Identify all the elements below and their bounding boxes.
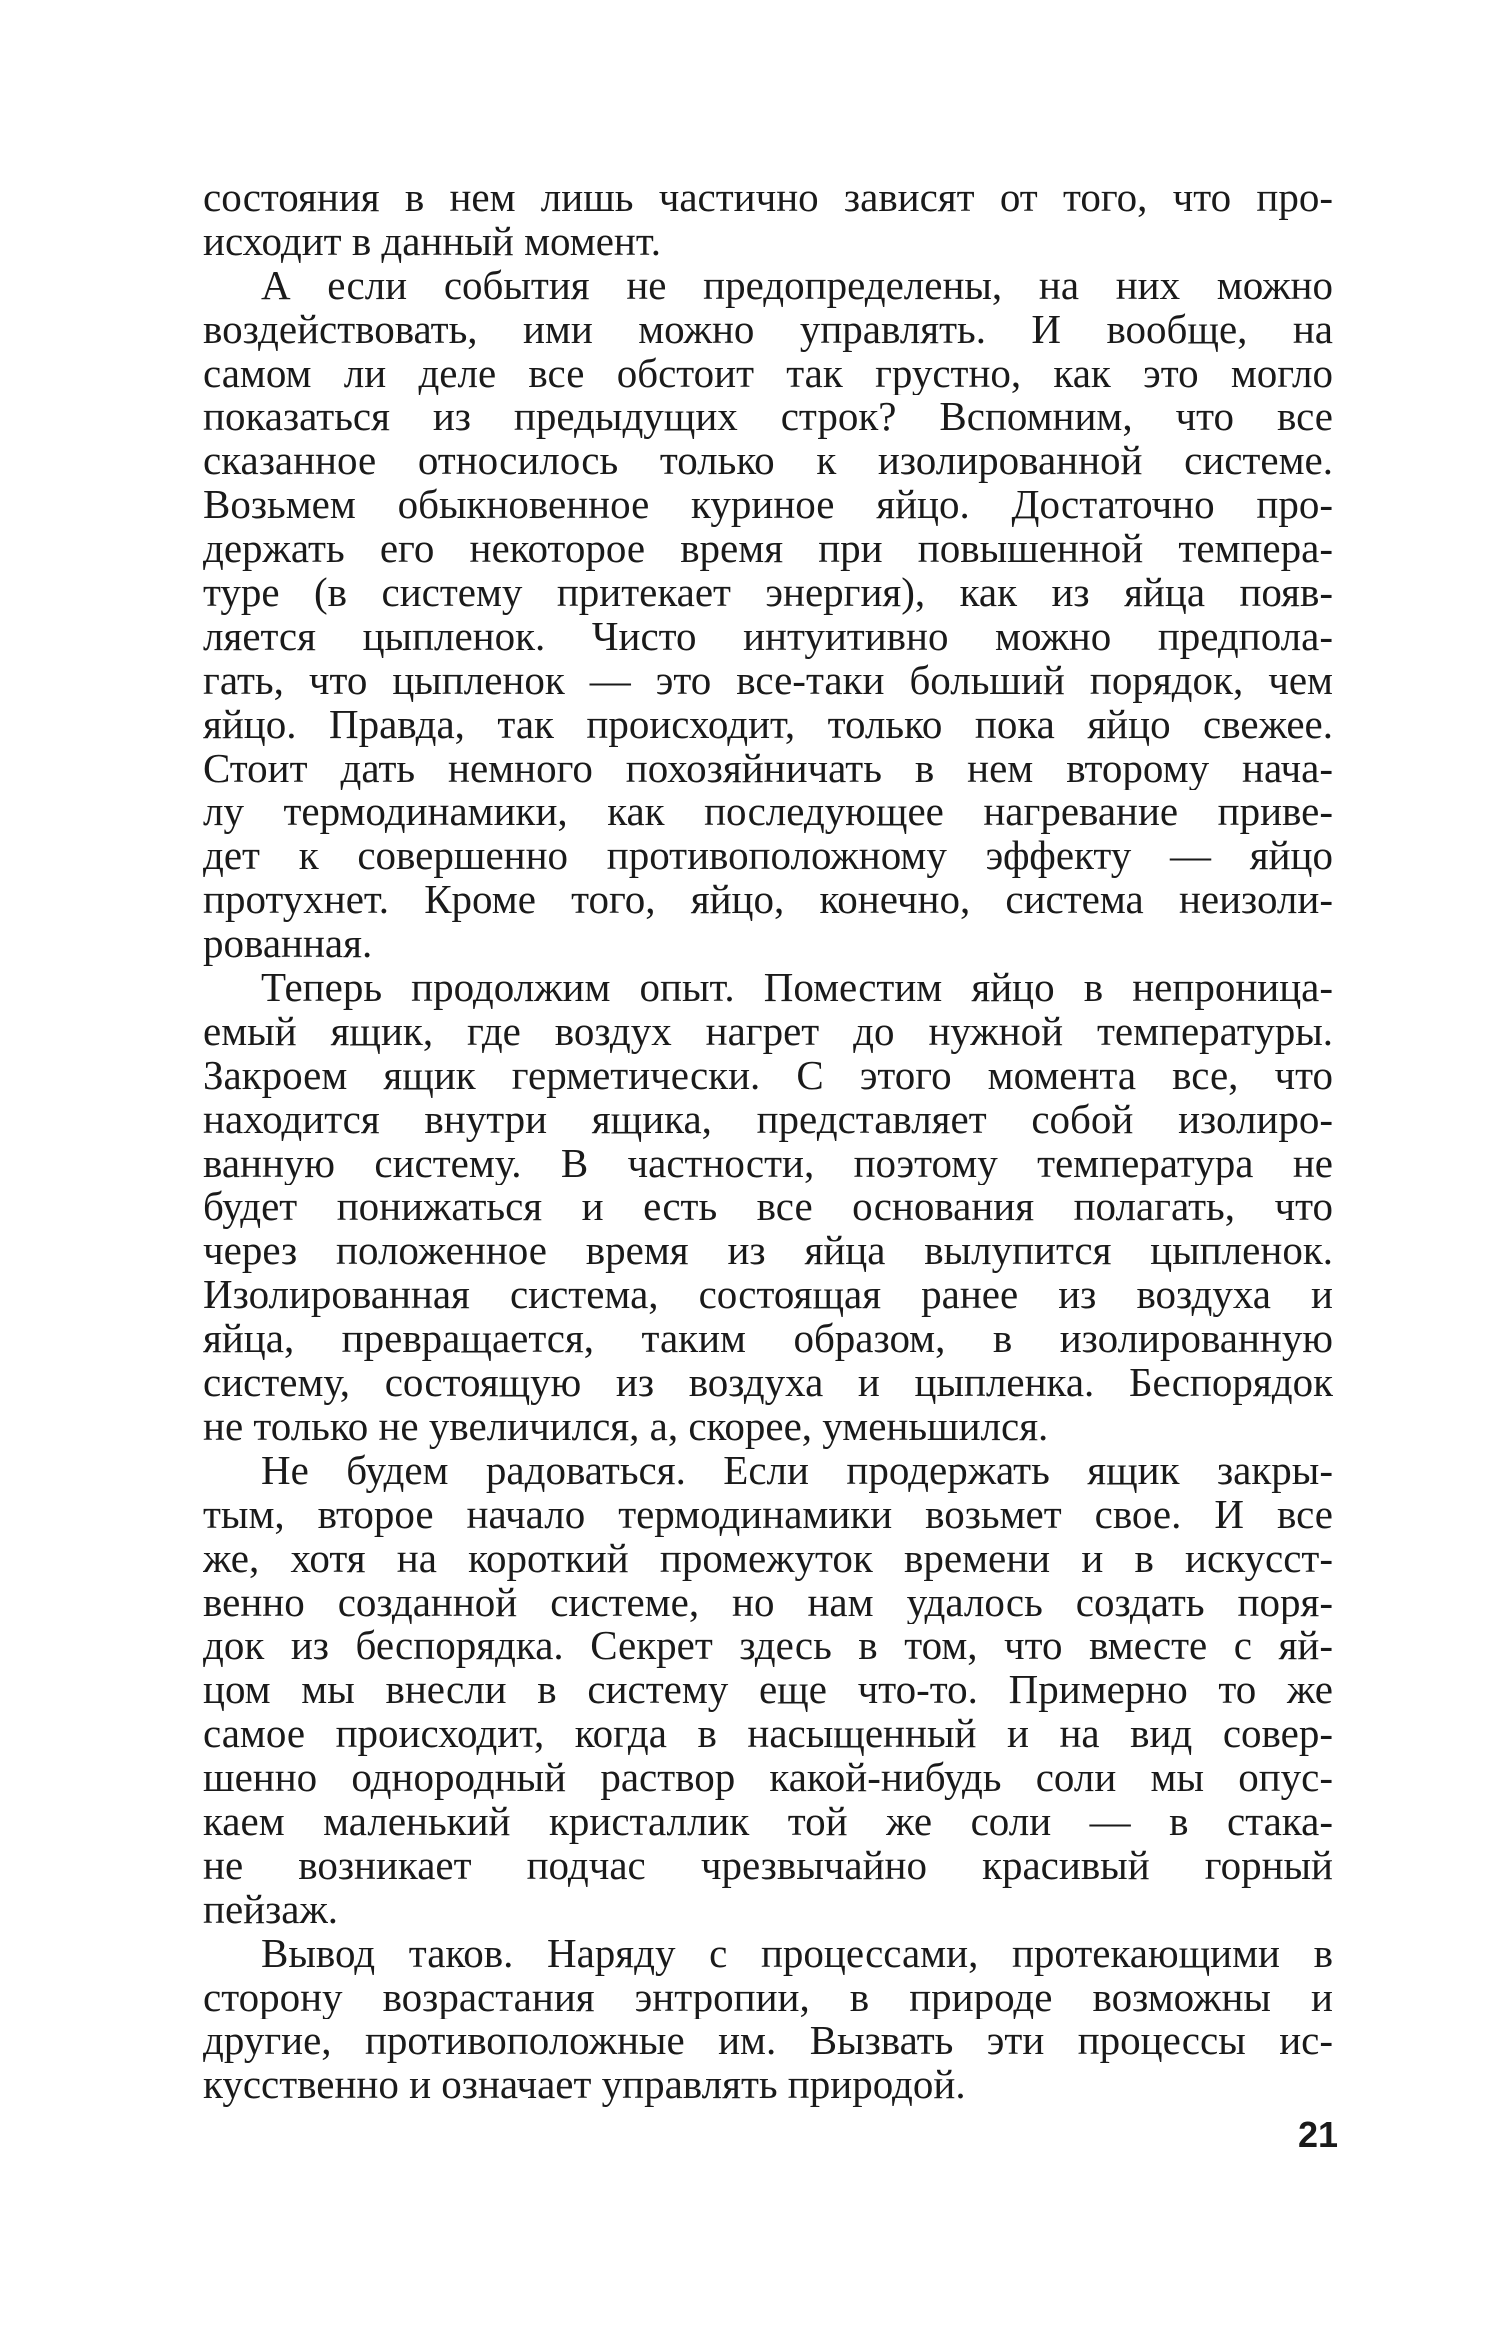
paragraph: [203, 966, 1333, 1449]
text-line: же, хотя на короткий промежуток времени и в искусст-: [203, 1536, 1333, 1581]
text-line: ванную систему. В частности, поэтому температура не: [203, 1141, 1333, 1186]
text-line: ляется цыпленок. Чисто интуитивно можно предпола-: [203, 614, 1333, 659]
text-line: будет понижаться и есть все основания полагать, что: [203, 1185, 1333, 1230]
text-line: шенно однородный раствор какой-нибудь соли мы опус-: [203, 1756, 1333, 1800]
text-line: самом ли деле все обстоит так грустно, как это могло: [203, 351, 1333, 396]
text-line: цом мы внесли в систему еще что-то. Примерно то же: [203, 1668, 1333, 1713]
text-line: каем маленький кристаллик той же соли — в стака-: [203, 1799, 1333, 1844]
text-line: дет к совершенно противоположному эффекту — яйцо: [203, 834, 1333, 879]
text-line: держать его некоторое время при повышенной темпера-: [203, 527, 1333, 572]
text-line: протухнет. Кроме того, яйцо, конечно, система неизоли-: [203, 878, 1333, 923]
text-line: яйца, превращается, таким образом, в изолированную: [203, 1317, 1333, 1362]
text-line: лу термодинамики, как последующее нагревание приве-: [203, 790, 1333, 835]
text-line: Возьмем обыкновенное куриное яйцо. Достаточно про-: [203, 483, 1333, 528]
text-line: гать, что цыпленок — это все-таки больший порядок, чем: [203, 658, 1333, 703]
text-line: венно созданной системе, но нам удалось создать поря-: [203, 1580, 1333, 1625]
text-line: туре (в систему притекает энергия), как из яйца появ-: [203, 571, 1333, 615]
text-line: А если события не предопределены, на них можно: [261, 263, 1333, 308]
text-line: док из беспорядка. Секрет здесь в том, что вместе с яй-: [203, 1624, 1333, 1669]
text-line: Изолированная система, состоящая ранее из воздуха и: [203, 1273, 1333, 1318]
text-line: показаться из предыдущих строк? Вспомним, что все: [203, 395, 1333, 440]
text-line: через положенное время из яйца вылупится цыпленок.: [203, 1229, 1333, 1274]
text-line: кусственно и означает управлять природой.: [203, 2063, 966, 2108]
text-line: состояния в нем лишь частично зависят от того, что про-: [203, 176, 1333, 220]
text-line: яйцо. Правда, так происходит, только пока яйцо свежее.: [203, 702, 1333, 747]
paragraph: [203, 264, 1333, 966]
text-line: не только не увеличился, а, скорее, уменьшился.: [203, 1404, 1049, 1449]
text-line: тым, второе начало термодинамики возьмет свое. И все: [203, 1492, 1333, 1537]
text-line: Не будем радоваться. Если продержать ящик закры-: [261, 1448, 1333, 1493]
text-line: самое происходит, когда в насыщенный и на вид совер-: [203, 1712, 1333, 1757]
text-line: Теперь продолжим опыт. Поместим яйцо в непроница-: [261, 966, 1333, 1010]
text-line: пейзаж.: [203, 1887, 339, 1932]
text-line: сказанное относилось только к изолированной системе.: [203, 439, 1333, 484]
body-text: [203, 176, 1333, 2107]
text-line: другие, противоположные им. Вызвать эти процессы ис-: [203, 2019, 1333, 2064]
text-line: Вывод таков. Наряду с процессами, протекающими в: [261, 1931, 1333, 1976]
text-line: емый ящик, где воздух нагрет до нужной температуры.: [203, 1009, 1333, 1054]
page-number: 21: [1298, 2114, 1339, 2155]
text-line: рованная.: [203, 922, 373, 967]
text-line: не возникает подчас чрезвычайно красивый горный: [203, 1843, 1333, 1888]
text-line: Стоит дать немного похозяйничать в нем второму нача-: [203, 746, 1333, 791]
text-line: систему, состоящую из воздуха и цыпленка. Беспорядок: [203, 1361, 1333, 1405]
paragraph: [203, 1932, 1333, 2108]
text-line: исходит в данный момент.: [203, 219, 661, 264]
paragraph: [203, 1449, 1333, 1932]
paragraph: [203, 176, 1333, 264]
text-line: находится внутри ящика, представляет собой изолиро-: [203, 1097, 1333, 1142]
text-line: Закроем ящик герметически. С этого момента все, что: [203, 1053, 1333, 1098]
text-line: воздействовать, ими можно управлять. И вообще, на: [203, 307, 1333, 352]
text-line: сторону возрастания энтропии, в природе возможны и: [203, 1975, 1333, 2020]
